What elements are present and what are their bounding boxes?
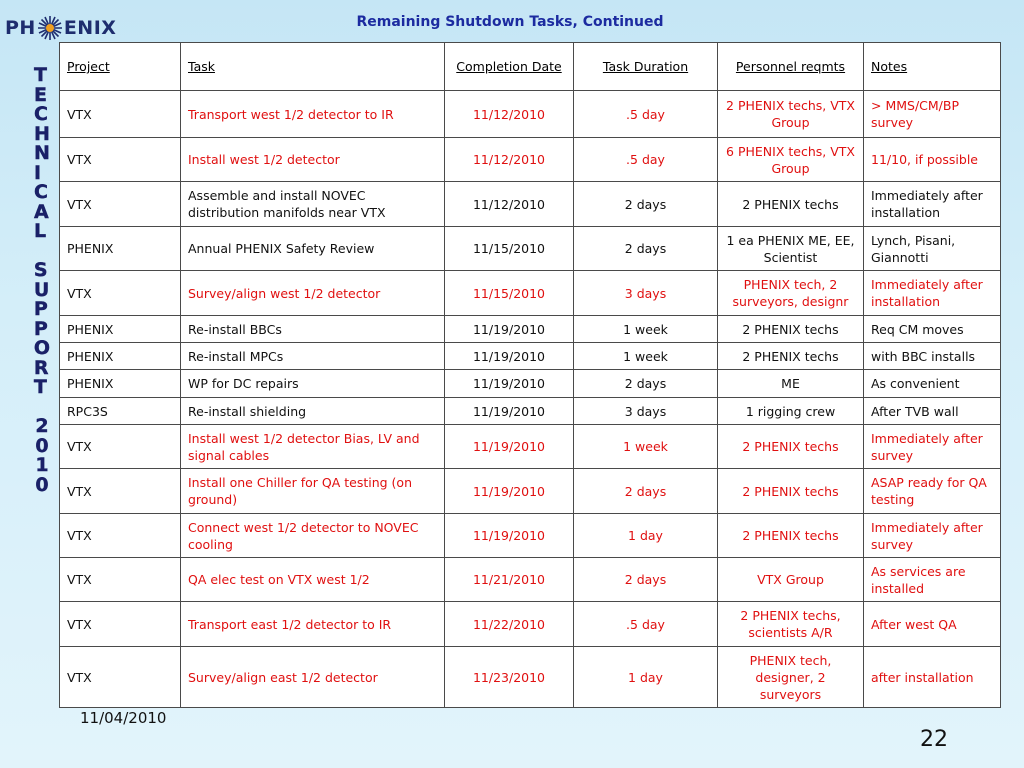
header-personnel: Personnel reqmts bbox=[718, 43, 864, 91]
cell-notes: Lynch, Pisani, Giannotti bbox=[864, 227, 1001, 271]
slide-title: Remaining Shutdown Tasks, Continued bbox=[356, 14, 664, 30]
table-row bbox=[60, 370, 1001, 398]
cell-task-duration: .5 day bbox=[574, 602, 718, 647]
cell-task-duration: 1 week bbox=[574, 343, 718, 370]
cell-task: Re-install shielding bbox=[181, 398, 445, 425]
table-header-row bbox=[60, 43, 1001, 91]
table-row bbox=[60, 271, 1001, 316]
task-table bbox=[59, 42, 1001, 708]
cell-completion-date: 11/19/2010 bbox=[445, 398, 574, 425]
cell-task-duration: 2 days bbox=[574, 182, 718, 227]
cell-completion-date: 11/12/2010 bbox=[445, 182, 574, 227]
cell-notes: Immediately after survey bbox=[864, 425, 1001, 469]
cell-project: VTX bbox=[60, 138, 181, 182]
table-row bbox=[60, 425, 1001, 469]
cell-notes: As convenient bbox=[864, 370, 1001, 398]
cell-completion-date: 11/15/2010 bbox=[445, 227, 574, 271]
table-row bbox=[60, 514, 1001, 558]
cell-personnel: 2 PHENIX techs bbox=[718, 182, 864, 227]
cell-completion-date: 11/19/2010 bbox=[445, 316, 574, 343]
header-task-duration: Task Duration bbox=[574, 43, 718, 91]
table-row bbox=[60, 182, 1001, 227]
table-row bbox=[60, 398, 1001, 425]
cell-project: VTX bbox=[60, 558, 181, 602]
cell-project: VTX bbox=[60, 91, 181, 138]
cell-task: Annual PHENIX Safety Review bbox=[181, 227, 445, 271]
phenix-logo bbox=[5, 12, 116, 44]
cell-project: VTX bbox=[60, 514, 181, 558]
cell-personnel: 1 ea PHENIX ME, EE, Scientist bbox=[718, 227, 864, 271]
logo-text-right: ENIX bbox=[63, 17, 117, 39]
cell-completion-date: 11/19/2010 bbox=[445, 469, 574, 514]
cell-task: Survey/align east 1/2 detector bbox=[181, 647, 445, 708]
logo-text-left: PH bbox=[5, 17, 36, 39]
cell-task-duration: 3 days bbox=[574, 271, 718, 316]
cell-completion-date: 11/19/2010 bbox=[445, 343, 574, 370]
cell-personnel: 2 PHENIX techs bbox=[718, 343, 864, 370]
cell-task: Install one Chiller for QA testing (on ground) bbox=[181, 469, 445, 514]
table-body bbox=[60, 91, 1001, 708]
cell-notes: Immediately after survey bbox=[864, 514, 1001, 558]
header-completion-date: Completion Date bbox=[445, 43, 574, 91]
header-task: Task bbox=[181, 43, 445, 91]
cell-project: VTX bbox=[60, 425, 181, 469]
side-banner bbox=[22, 66, 62, 495]
cell-task-duration: 1 week bbox=[574, 316, 718, 343]
cell-task: Connect west 1/2 detector to NOVEC cooling bbox=[181, 514, 445, 558]
cell-personnel: 2 PHENIX techs bbox=[718, 514, 864, 558]
cell-project: PHENIX bbox=[60, 227, 181, 271]
cell-personnel: VTX Group bbox=[718, 558, 864, 602]
cell-notes: > MMS/CM/BP survey bbox=[864, 91, 1001, 138]
cell-project: RPC3S bbox=[60, 398, 181, 425]
table-row bbox=[60, 469, 1001, 514]
cell-personnel: 6 PHENIX techs, VTX Group bbox=[718, 138, 864, 182]
header-notes: Notes bbox=[864, 43, 1001, 91]
cell-task-duration: 3 days bbox=[574, 398, 718, 425]
table-row bbox=[60, 316, 1001, 343]
cell-task-duration: .5 day bbox=[574, 138, 718, 182]
cell-project: VTX bbox=[60, 271, 181, 316]
cell-personnel: PHENIX tech, 2 surveyors, designr bbox=[718, 271, 864, 316]
cell-completion-date: 11/12/2010 bbox=[445, 138, 574, 182]
header-project: Project bbox=[60, 43, 181, 91]
cell-notes: Req CM moves bbox=[864, 316, 1001, 343]
cell-task-duration: 1 week bbox=[574, 425, 718, 469]
cell-task-duration: 1 day bbox=[574, 514, 718, 558]
cell-task: Assemble and install NOVEC distribution manifolds near VTX bbox=[181, 182, 445, 227]
table-row bbox=[60, 558, 1001, 602]
table-row bbox=[60, 343, 1001, 370]
cell-project: VTX bbox=[60, 469, 181, 514]
cell-task: Install west 1/2 detector Bias, LV and signal cables bbox=[181, 425, 445, 469]
cell-task: Transport east 1/2 detector to IR bbox=[181, 602, 445, 647]
cell-completion-date: 11/19/2010 bbox=[445, 514, 574, 558]
cell-completion-date: 11/15/2010 bbox=[445, 271, 574, 316]
cell-completion-date: 11/23/2010 bbox=[445, 647, 574, 708]
cell-personnel: PHENIX tech, designer, 2 surveyors bbox=[718, 647, 864, 708]
side-banner-line1: T E C H N I C A L bbox=[34, 64, 50, 242]
side-banner-line3: 2 0 1 0 bbox=[35, 415, 49, 496]
cell-personnel: 2 PHENIX techs, VTX Group bbox=[718, 91, 864, 138]
cell-notes: Immediately after installation bbox=[864, 271, 1001, 316]
cell-personnel: 2 PHENIX techs bbox=[718, 469, 864, 514]
cell-task: Install west 1/2 detector bbox=[181, 138, 445, 182]
cell-personnel: 2 PHENIX techs, scientists A/R bbox=[718, 602, 864, 647]
cell-completion-date: 11/19/2010 bbox=[445, 425, 574, 469]
cell-personnel: 1 rigging crew bbox=[718, 398, 864, 425]
cell-notes: ASAP ready for QA testing bbox=[864, 469, 1001, 514]
cell-project: VTX bbox=[60, 647, 181, 708]
cell-notes: 11/10, if possible bbox=[864, 138, 1001, 182]
table-row bbox=[60, 602, 1001, 647]
cell-task-duration: .5 day bbox=[574, 91, 718, 138]
cell-notes: After west QA bbox=[864, 602, 1001, 647]
cell-task-duration: 2 days bbox=[574, 558, 718, 602]
cell-notes: After TVB wall bbox=[864, 398, 1001, 425]
cell-project: PHENIX bbox=[60, 343, 181, 370]
cell-completion-date: 11/21/2010 bbox=[445, 558, 574, 602]
cell-task: Survey/align west 1/2 detector bbox=[181, 271, 445, 316]
cell-task-duration: 2 days bbox=[574, 469, 718, 514]
table-row bbox=[60, 91, 1001, 138]
cell-project: PHENIX bbox=[60, 370, 181, 398]
table-row bbox=[60, 647, 1001, 708]
cell-notes: after installation bbox=[864, 647, 1001, 708]
cell-task-duration: 2 days bbox=[574, 227, 718, 271]
cell-completion-date: 11/22/2010 bbox=[445, 602, 574, 647]
cell-task-duration: 2 days bbox=[574, 370, 718, 398]
table-row bbox=[60, 227, 1001, 271]
cell-task: Re-install MPCs bbox=[181, 343, 445, 370]
cell-personnel: 2 PHENIX techs bbox=[718, 425, 864, 469]
cell-project: PHENIX bbox=[60, 316, 181, 343]
cell-task-duration: 1 day bbox=[574, 647, 718, 708]
cell-notes: As services are installed bbox=[864, 558, 1001, 602]
cell-project: VTX bbox=[60, 182, 181, 227]
cell-task: Re-install BBCs bbox=[181, 316, 445, 343]
cell-task: WP for DC repairs bbox=[181, 370, 445, 398]
cell-completion-date: 11/12/2010 bbox=[445, 91, 574, 138]
table-row bbox=[60, 138, 1001, 182]
cell-personnel: ME bbox=[718, 370, 864, 398]
cell-notes: with BBC installs bbox=[864, 343, 1001, 370]
page-number: 22 bbox=[920, 727, 948, 752]
cell-task: QA elec test on VTX west 1/2 bbox=[181, 558, 445, 602]
cell-project: VTX bbox=[60, 602, 181, 647]
starburst-icon bbox=[37, 15, 63, 41]
cell-personnel: 2 PHENIX techs bbox=[718, 316, 864, 343]
footer-date: 11/04/2010 bbox=[80, 709, 167, 727]
cell-completion-date: 11/19/2010 bbox=[445, 370, 574, 398]
side-banner-line2: S U P P O R T bbox=[33, 259, 51, 398]
cell-task: Transport west 1/2 detector to IR bbox=[181, 91, 445, 138]
cell-notes: Immediately after installation bbox=[864, 182, 1001, 227]
